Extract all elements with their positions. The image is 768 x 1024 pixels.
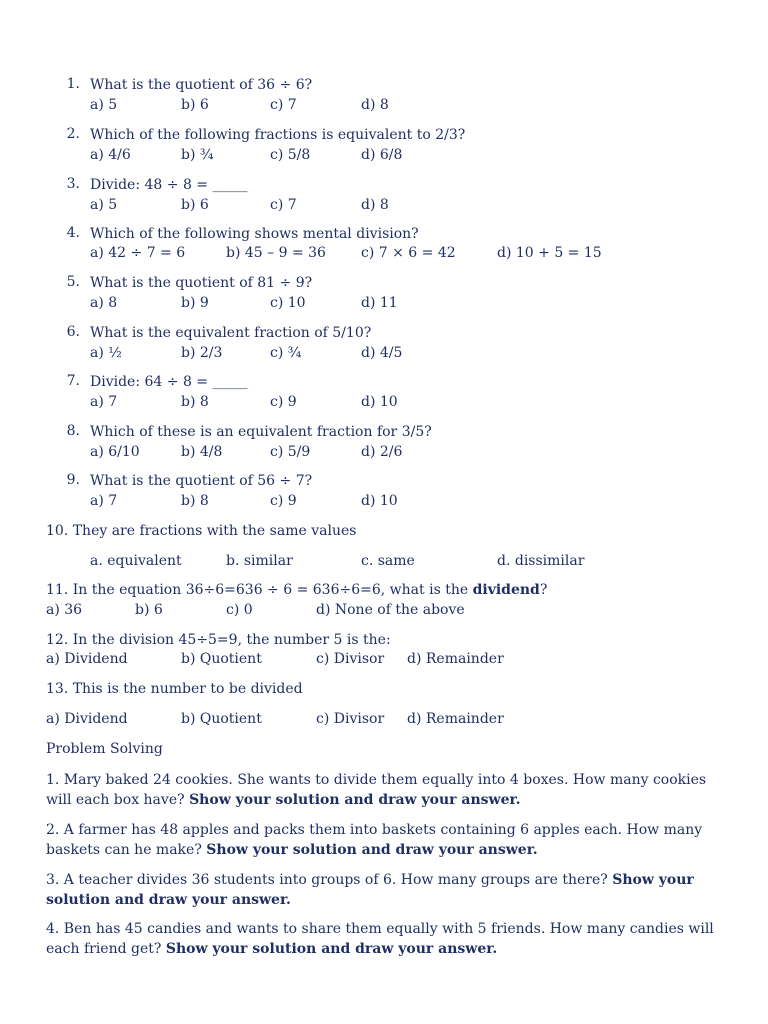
option-b: b) 2/3: [181, 345, 223, 361]
option-c: c. same: [361, 553, 415, 569]
question-text: What is the quotient of 36 ÷ 6?: [90, 77, 313, 93]
question-number: 2.: [66, 126, 80, 142]
option-a: a) 36: [46, 602, 83, 618]
section-heading: Problem Solving: [46, 741, 163, 757]
option-d: d) 10: [361, 493, 398, 509]
option-a: a) Dividend: [46, 711, 128, 727]
option-b: b) 9: [181, 295, 209, 311]
option-a: a. equivalent: [90, 553, 182, 569]
dividend-term: dividend: [472, 582, 540, 598]
question-text: What is the equivalent fraction of 5/10?: [90, 325, 372, 341]
question-number: 8.: [66, 423, 80, 439]
option-a: a) 6/10: [90, 444, 140, 460]
option-d: d) Remainder: [407, 651, 504, 667]
option-b: b) Quotient: [181, 711, 262, 727]
option-b: b) ¾: [181, 147, 214, 163]
question-text: Divide: 64 ÷ 8 = _____: [90, 374, 248, 390]
option-c: c) Divisor: [316, 711, 385, 727]
option-a: a) 7: [90, 493, 118, 509]
option-c: c) Divisor: [316, 651, 385, 667]
problem-2: 2. A farmer has 48 apples and packs them into baskets containing 6 apples each. How many baskets can he make? Show your solution and draw your answer.: [46, 822, 703, 858]
option-a: a) 42 ÷ 7 = 6: [90, 245, 186, 261]
option-d: d) Remainder: [407, 711, 504, 727]
option-b: b) Quotient: [181, 651, 262, 667]
option-d: d) 8: [361, 197, 389, 213]
question-text: What is the quotient of 81 ÷ 9?: [90, 275, 313, 291]
question-number: 5.: [66, 274, 80, 290]
option-b: b. similar: [226, 553, 293, 569]
option-c: c) 7 × 6 = 42: [361, 245, 456, 261]
option-d: d. dissimilar: [497, 553, 585, 569]
option-d: d) 8: [361, 97, 389, 113]
option-b: b) 8: [181, 493, 209, 509]
option-a: a) 4/6: [90, 147, 131, 163]
option-b: b) 45 – 9 = 36: [226, 245, 326, 261]
option-c: c) 9: [270, 493, 297, 509]
option-b: b) 4/8: [181, 444, 223, 460]
problem-4: 4. Ben has 45 candies and wants to share them equally with 5 friends. How many candies will each friend get? Show your solution and draw your answer.: [46, 921, 714, 957]
option-c: c) 5/8: [270, 147, 311, 163]
option-c: c) 5/9: [270, 444, 311, 460]
option-c: c) 0: [226, 602, 253, 618]
option-d: d) 6/8: [361, 147, 403, 163]
option-d: d) 10: [361, 394, 398, 410]
question-text: Which of the following fractions is equivalent to 2/3?: [90, 127, 466, 143]
option-b: b) 6: [181, 97, 209, 113]
question-number: 3.: [66, 176, 80, 192]
option-c: c) 7: [270, 197, 297, 213]
option-a: a) 8: [90, 295, 118, 311]
option-a: a) 7: [90, 394, 118, 410]
option-d: d) 11: [361, 295, 398, 311]
question-text: 11. In the equation 36÷6=636 ÷ 6 = 636÷6=6, what is the dividend?: [46, 582, 548, 598]
option-a: a) ½: [90, 345, 122, 361]
problem-1: 1. Mary baked 24 cookies. She wants to divide them equally into 4 boxes. How many cookies will each box have? Show your solution and draw your answer.: [46, 772, 707, 808]
option-d: d) 2/6: [361, 444, 403, 460]
question-text: What is the quotient of 56 ÷ 7?: [90, 473, 313, 489]
option-d: d) 10 + 5 = 15: [497, 245, 602, 261]
question-number: 6.: [66, 324, 80, 340]
question-text: Which of these is an equivalent fraction for 3/5?: [90, 424, 432, 440]
problem-3: 3. A teacher divides 36 students into groups of 6. How many groups are there? Show your solution and draw your answer.: [46, 872, 694, 908]
option-c: c) 9: [270, 394, 297, 410]
question-text: Which of the following shows mental division?: [90, 226, 419, 242]
option-c: c) 10: [270, 295, 306, 311]
question-text: 12. In the division 45÷5=9, the number 5 is the:: [46, 632, 391, 648]
question-text: 13. This is the number to be divided: [46, 681, 303, 697]
option-a: a) Dividend: [46, 651, 128, 667]
question-number: 7.: [66, 373, 80, 389]
option-d: d) 4/5: [361, 345, 403, 361]
option-c: c) ¾: [270, 345, 302, 361]
option-b: b) 6: [135, 602, 163, 618]
option-d: d) None of the above: [316, 602, 465, 618]
option-a: a) 5: [90, 97, 118, 113]
option-b: b) 8: [181, 394, 209, 410]
option-b: b) 6: [181, 197, 209, 213]
question-number: 1.: [66, 76, 80, 92]
question-text: Divide: 48 ÷ 8 = _____: [90, 177, 248, 193]
option-a: a) 5: [90, 197, 118, 213]
question-number: 4.: [66, 225, 80, 241]
option-c: c) 7: [270, 97, 297, 113]
question-text: 10. They are fractions with the same values: [46, 523, 357, 539]
question-number: 9.: [66, 472, 80, 488]
